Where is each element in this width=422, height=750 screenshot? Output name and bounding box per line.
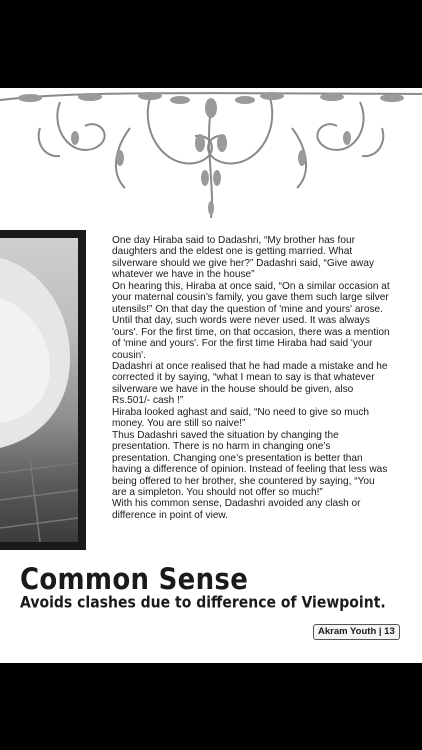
article-paragraph: One day Hiraba said to Dadashri, “My brother has four daughters and the eldest one is getting married. What silverware should we give her?” Dadashri said, “Give away whatever we have in the house”: [112, 235, 374, 281]
article-body: [112, 235, 390, 521]
portrait-image: [0, 238, 78, 542]
article-paragraph: Dadashri at once realised that he had made a mistake and he corrected it by saying, “what I mean to say is that whatever silverware we have in the house should be given, also Rs.501/- cash !”: [112, 360, 388, 407]
magazine-page: [0, 88, 422, 663]
floral-ornament-icon: [0, 88, 422, 228]
article-paragraph: On hearing this, Hiraba at once said, “On a similar occasion at your maternal cousin’s family, you gave them such large silver utensils!” On that day the question of 'mine and yours' arose. Until that day, such words were never used. It was always 'ours'. For the first time, on that occasion, there was a mention of 'mine and yours'. For the first time Hiraba had said 'your cousin'.: [112, 280, 390, 361]
section-title: Common Sense: [20, 563, 249, 597]
page-footer-label: Akram Youth | 13: [313, 624, 400, 640]
photo-frame: [0, 230, 86, 550]
article-paragraph: Hiraba looked aghast and said, “No need to give so much money. You are still so naive!”: [112, 406, 369, 430]
section-subtitle: Avoids clashes due to difference of Viewpoint.: [20, 594, 386, 612]
article-paragraph: Thus Dadashri saved the situation by changing the presentation. There is no harm in changing one’s presentation. Changing one’s presentation is better than having a difference of opinion. Instead of feeling that less was being offered to her brother, she countered by saying, “You are a simpleton. You should not offer so much!”: [112, 429, 388, 498]
article-paragraph: With his common sense, Dadashri avoided any clash or difference in point of view.: [112, 498, 361, 521]
